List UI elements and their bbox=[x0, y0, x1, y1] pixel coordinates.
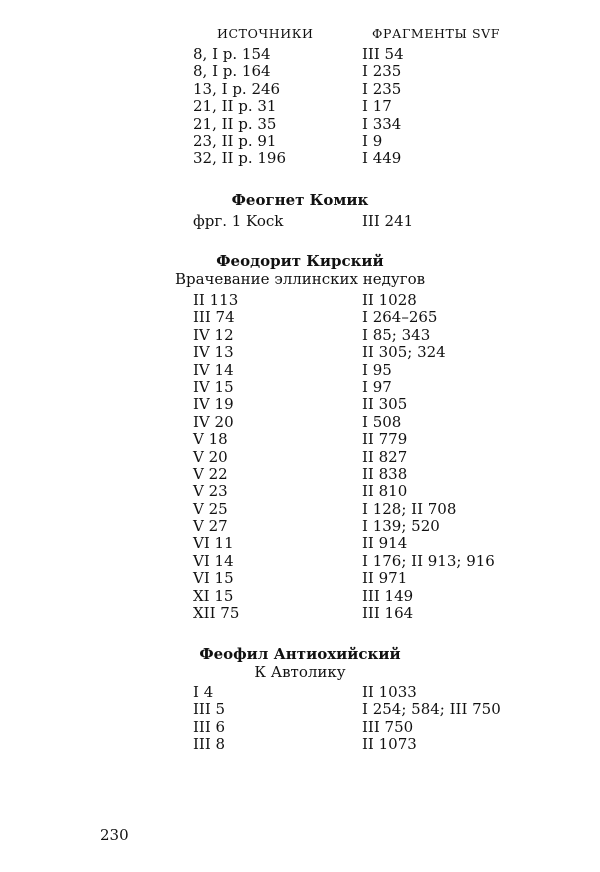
source-cell: IV 13 bbox=[193, 343, 234, 362]
source-cell: 23, II p. 91 bbox=[193, 131, 277, 150]
fragment-cell: II 305; 324 bbox=[362, 343, 446, 362]
section-title-feodorit: Феодорит Кирский bbox=[216, 252, 384, 270]
table-row bbox=[0, 292, 600, 309]
fragment-cell: III 54 bbox=[362, 45, 404, 63]
fragment-cell: I 95 bbox=[362, 360, 392, 379]
table-row bbox=[0, 553, 600, 570]
fragment-cell: II 971 bbox=[362, 569, 408, 588]
fragment-cell: II 810 bbox=[362, 482, 408, 501]
source-cell: 21, II p. 31 bbox=[193, 97, 277, 116]
source-cell: II 113 bbox=[193, 291, 239, 309]
source-cell: XI 15 bbox=[193, 586, 234, 605]
table-feofil bbox=[0, 684, 600, 754]
source-cell: IV 15 bbox=[193, 377, 234, 396]
column-header-sources: ИСТОЧНИКИ bbox=[217, 26, 314, 41]
source-cell: 8, I p. 154 bbox=[193, 45, 271, 63]
fragment-cell: II 1033 bbox=[362, 683, 417, 701]
fragment-cell: II 1028 bbox=[362, 291, 417, 309]
source-cell: III 6 bbox=[193, 717, 226, 736]
fragment-cell: I 334 bbox=[362, 114, 402, 133]
table-feognet bbox=[0, 213, 600, 230]
table-row bbox=[0, 309, 600, 326]
source-cell: I 4 bbox=[193, 683, 214, 701]
table-row bbox=[0, 684, 600, 701]
table-row bbox=[0, 116, 600, 133]
fragment-cell: I 508 bbox=[362, 412, 402, 431]
fragment-cell: I 97 bbox=[362, 377, 392, 396]
source-cell: III 5 bbox=[193, 700, 226, 719]
section-subtitle-feodorit: Врачевание эллинских недугов bbox=[174, 270, 426, 288]
source-cell: V 22 bbox=[193, 464, 228, 483]
table-row bbox=[0, 605, 600, 622]
table-row bbox=[0, 501, 600, 518]
source-cell: III 74 bbox=[193, 308, 235, 327]
fragment-cell: II 305 bbox=[362, 395, 408, 414]
table-row bbox=[0, 570, 600, 587]
section-title-feognet: Феогнет Комик bbox=[231, 191, 369, 209]
table-row bbox=[0, 466, 600, 483]
fragment-cell: I 128; II 708 bbox=[362, 499, 457, 518]
table-row bbox=[0, 736, 600, 753]
source-cell: 21, II p. 35 bbox=[193, 114, 277, 133]
section-title-feofil: Феофил Антиохийский bbox=[199, 645, 401, 663]
fragment-cell: I 85; 343 bbox=[362, 325, 431, 344]
fragment-cell: I 9 bbox=[362, 131, 383, 150]
fragment-cell: II 914 bbox=[362, 534, 408, 553]
fragment-cell: I 235 bbox=[362, 79, 402, 98]
table-row bbox=[0, 719, 600, 736]
table-row bbox=[0, 133, 600, 150]
table-feodorit bbox=[0, 292, 600, 622]
table-row bbox=[0, 396, 600, 413]
fragment-cell: I 17 bbox=[362, 97, 392, 116]
source-cell: IV 14 bbox=[193, 360, 234, 379]
source-cell: IV 12 bbox=[193, 325, 234, 344]
table-block-1 bbox=[0, 46, 600, 168]
source-cell: V 27 bbox=[193, 517, 228, 536]
fragment-cell: II 827 bbox=[362, 447, 408, 466]
fragment-cell: I 139; 520 bbox=[362, 517, 440, 536]
table-row bbox=[0, 98, 600, 115]
table-row bbox=[0, 518, 600, 535]
fragment-cell: III 164 bbox=[362, 604, 414, 623]
table-row bbox=[0, 150, 600, 167]
fragment-cell: II 838 bbox=[362, 464, 408, 483]
table-row bbox=[0, 46, 600, 63]
column-header-fragments: ФРАГМЕНТЫ SVF bbox=[372, 26, 501, 41]
page-number: 230 bbox=[100, 826, 129, 844]
source-cell: V 18 bbox=[193, 430, 228, 449]
source-cell: VI 14 bbox=[193, 551, 234, 570]
source-cell: 8, I p. 164 bbox=[193, 62, 271, 81]
table-row bbox=[0, 63, 600, 80]
source-cell: IV 20 bbox=[193, 412, 234, 431]
source-cell: VI 11 bbox=[193, 534, 234, 553]
fragment-cell: I 235 bbox=[362, 62, 402, 81]
fragment-cell: II 1073 bbox=[362, 735, 417, 754]
fragment-cell: I 449 bbox=[362, 149, 402, 168]
source-cell: VI 15 bbox=[193, 569, 234, 588]
table-row bbox=[0, 449, 600, 466]
table-row bbox=[0, 414, 600, 431]
table-row bbox=[0, 327, 600, 344]
table-row bbox=[0, 535, 600, 552]
fragment-cell: III 149 bbox=[362, 586, 414, 605]
table-row bbox=[0, 431, 600, 448]
source-cell: фрг. 1 Kock bbox=[193, 212, 284, 230]
source-cell: IV 19 bbox=[193, 395, 234, 414]
table-row bbox=[0, 588, 600, 605]
table-row bbox=[0, 362, 600, 379]
source-cell: XII 75 bbox=[193, 604, 240, 623]
source-cell: 32, II p. 196 bbox=[193, 149, 287, 168]
fragment-cell: III 241 bbox=[362, 212, 414, 230]
table-row bbox=[0, 344, 600, 361]
table-row bbox=[0, 213, 600, 230]
source-cell: V 25 bbox=[193, 499, 228, 518]
fragment-cell: I 254; 584; III 750 bbox=[362, 700, 501, 719]
fragment-cell: I 264–265 bbox=[362, 308, 438, 327]
table-row bbox=[0, 81, 600, 98]
fragment-cell: III 750 bbox=[362, 717, 414, 736]
section-subtitle-feofil: К Автолику bbox=[254, 663, 346, 681]
source-cell: V 20 bbox=[193, 447, 228, 466]
table-row bbox=[0, 701, 600, 718]
source-cell: III 8 bbox=[193, 735, 226, 754]
source-cell: 13, I p. 246 bbox=[193, 79, 281, 98]
table-row bbox=[0, 379, 600, 396]
source-cell: V 23 bbox=[193, 482, 228, 501]
fragment-cell: I 176; II 913; 916 bbox=[362, 551, 495, 570]
fragment-cell: II 779 bbox=[362, 430, 408, 449]
table-row bbox=[0, 483, 600, 500]
